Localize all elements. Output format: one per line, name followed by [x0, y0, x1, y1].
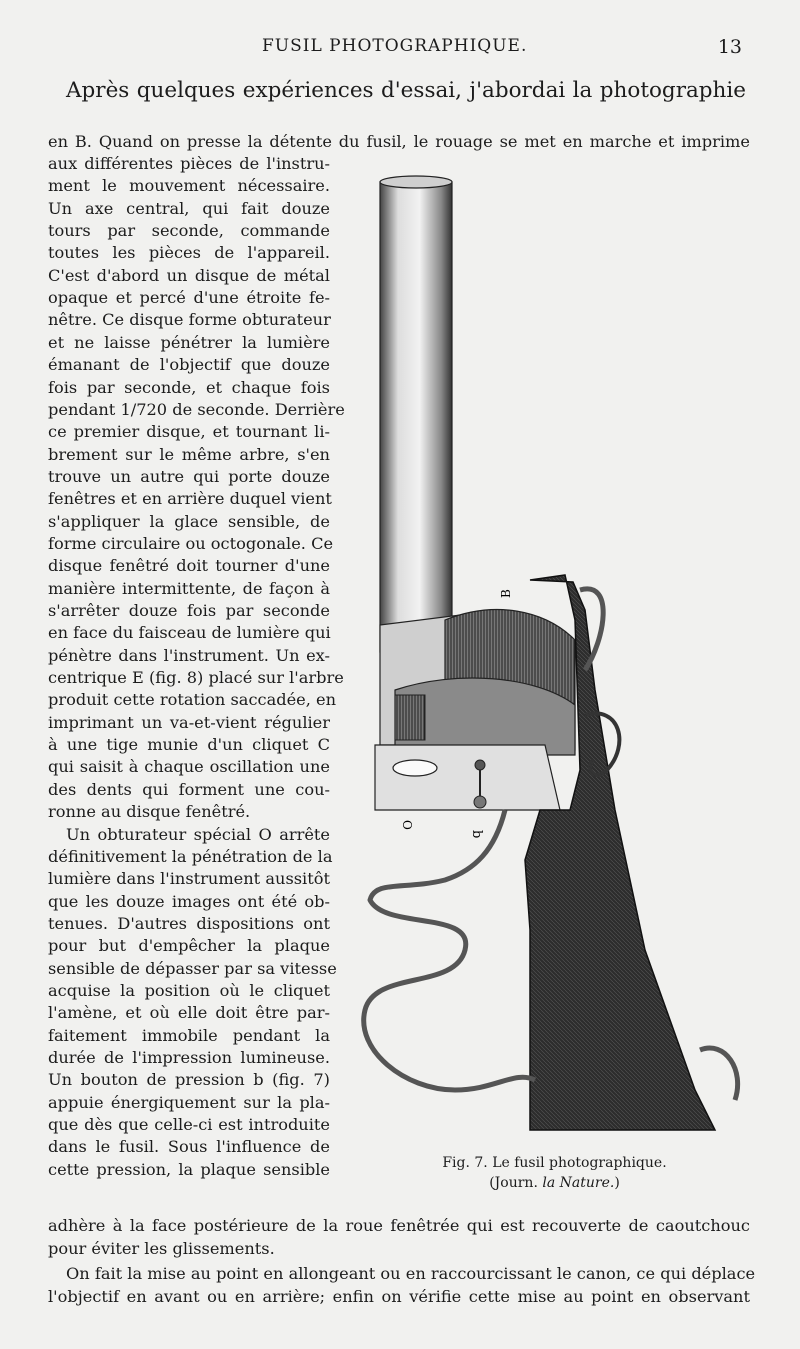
camera-housing: [375, 610, 575, 810]
text-line: brement sur le même arbre, s'en: [48, 444, 330, 464]
text-line: émanant de l'objectif que douze: [48, 355, 330, 375]
text-line: à une tige munie d'un cliquet C: [48, 735, 330, 755]
text-line: faitement immobile pendant la: [48, 1025, 330, 1045]
label-b-top: B: [499, 589, 513, 598]
text-line: aux différentes pièces de l'instru-: [48, 154, 330, 173]
running-title: FUSIL PHOTOGRAPHIQUE.: [262, 36, 528, 56]
text-line: disque fenêtré doit tourner d'une: [48, 556, 330, 576]
text-line: l'amène, et où elle doit être par-: [48, 1003, 330, 1023]
lead-line: Après quelques expériences d'essai, j'abordai la photographie: [66, 78, 746, 103]
figure-caption: [432, 1153, 677, 1193]
text-line: cette pression, la plaque sensible: [48, 1159, 330, 1179]
text-line: appuie énergiquement sur la pla-: [48, 1092, 330, 1112]
caption-source-suffix: ): [614, 1175, 620, 1191]
label-b-small: b: [469, 830, 484, 839]
running-header: [0, 36, 800, 60]
text-line: acquise la position où le cliquet: [48, 980, 330, 1000]
label-o: O: [400, 820, 414, 830]
text-line: Un axe central, qui fait douze: [48, 198, 330, 218]
text-line: durée de l'impression lumineuse.: [48, 1048, 330, 1067]
text-line: sensible de dépasser par sa vitesse: [48, 958, 337, 978]
text-line: Un bouton de pression b (fig. 7): [48, 1070, 330, 1090]
text-line: opaque et percé d'une étroite fe-: [48, 288, 330, 308]
text-line: en face du faisceau de lumière qui: [48, 623, 331, 643]
text-line: en B. Quand on presse la détente du fusil, le rouage se met en marche et imprime: [48, 132, 750, 151]
text-line: imprimant un va-et-vient régulier: [48, 712, 330, 732]
text-line: ment le mouvement nécessaire.: [48, 176, 330, 196]
text-line: C'est d'abord un disque de métal: [48, 265, 330, 285]
text-line: tours par seconde, commande: [48, 221, 330, 241]
text-line: définitivement la pénétration de la: [48, 846, 333, 866]
text-line: pénètre dans l'instrument. Un ex-: [48, 645, 330, 665]
text-line: forme circulaire ou octogonale. Ce: [48, 533, 334, 553]
text-line: toutes les pièces de l'appareil.: [48, 243, 330, 263]
caption-source-prefix: (Journ.: [489, 1175, 543, 1191]
text-line: trouve un autre qui porte douze: [48, 466, 330, 486]
text-line: dans le fusil. Sous l'influence de: [48, 1137, 330, 1157]
text-line: fenêtres et en arrière duquel vient: [48, 489, 332, 509]
text-line: des dents qui forment une cou-: [48, 779, 330, 799]
text-line: s'appliquer la glace sensible, de: [48, 511, 330, 531]
text-line: et ne laisse pénétrer la lumière: [48, 332, 330, 352]
text-line: que dès que celle-ci est introduite: [48, 1115, 330, 1135]
text-line: On fait la mise au point en allongeant ou en raccourcissant le canon, ce qui déplace: [66, 1264, 756, 1283]
text-line: fois par seconde, et chaque fois: [48, 377, 330, 397]
text-line: pendant 1/720 de seconde. Derrière: [48, 399, 345, 419]
text-line: l'objectif en avant ou en arrière; enfin on vérifie cette mise au point en observant: [48, 1287, 750, 1306]
barrel: [380, 176, 452, 652]
text-line: s'arrêter douze fois par seconde: [48, 601, 330, 620]
figure-photographic-rifle: [345, 170, 765, 1170]
text-line: adhère à la face postérieure de la roue fenêtrée qui est recouverte de caoutchouc: [48, 1216, 750, 1235]
text-line: qui saisit à chaque oscillation une: [48, 757, 330, 777]
text-line: centrique E (fig. 8) placé sur l'arbre: [48, 668, 344, 688]
text-line: pour but d'empêcher la plaque: [48, 936, 330, 956]
text-line: produit cette rotation saccadée, en: [48, 690, 337, 710]
page-number: 13: [717, 36, 742, 58]
text-line: tenues. D'autres dispositions ont: [48, 913, 330, 933]
text-line: manière intermittente, de façon à: [48, 578, 330, 598]
text-line: ce premier disque, et tournant li-: [48, 422, 330, 442]
text-line: que les douze images ont été ob-: [48, 891, 330, 911]
caption-source: [432, 1173, 677, 1193]
text-line: pour éviter les glissements.: [48, 1239, 275, 1258]
text-line: ronne au disque fenêtré.: [48, 802, 251, 822]
text-line: Un obturateur spécial O arrête: [66, 824, 330, 844]
caption-source-italic: la Nature.: [542, 1175, 615, 1191]
text-line: lumière dans l'instrument aussitôt: [48, 869, 330, 889]
caption-title: Fig. 7. Le fusil photographique.: [442, 1155, 667, 1171]
text-line: nêtre. Ce disque forme obturateur: [48, 310, 331, 330]
